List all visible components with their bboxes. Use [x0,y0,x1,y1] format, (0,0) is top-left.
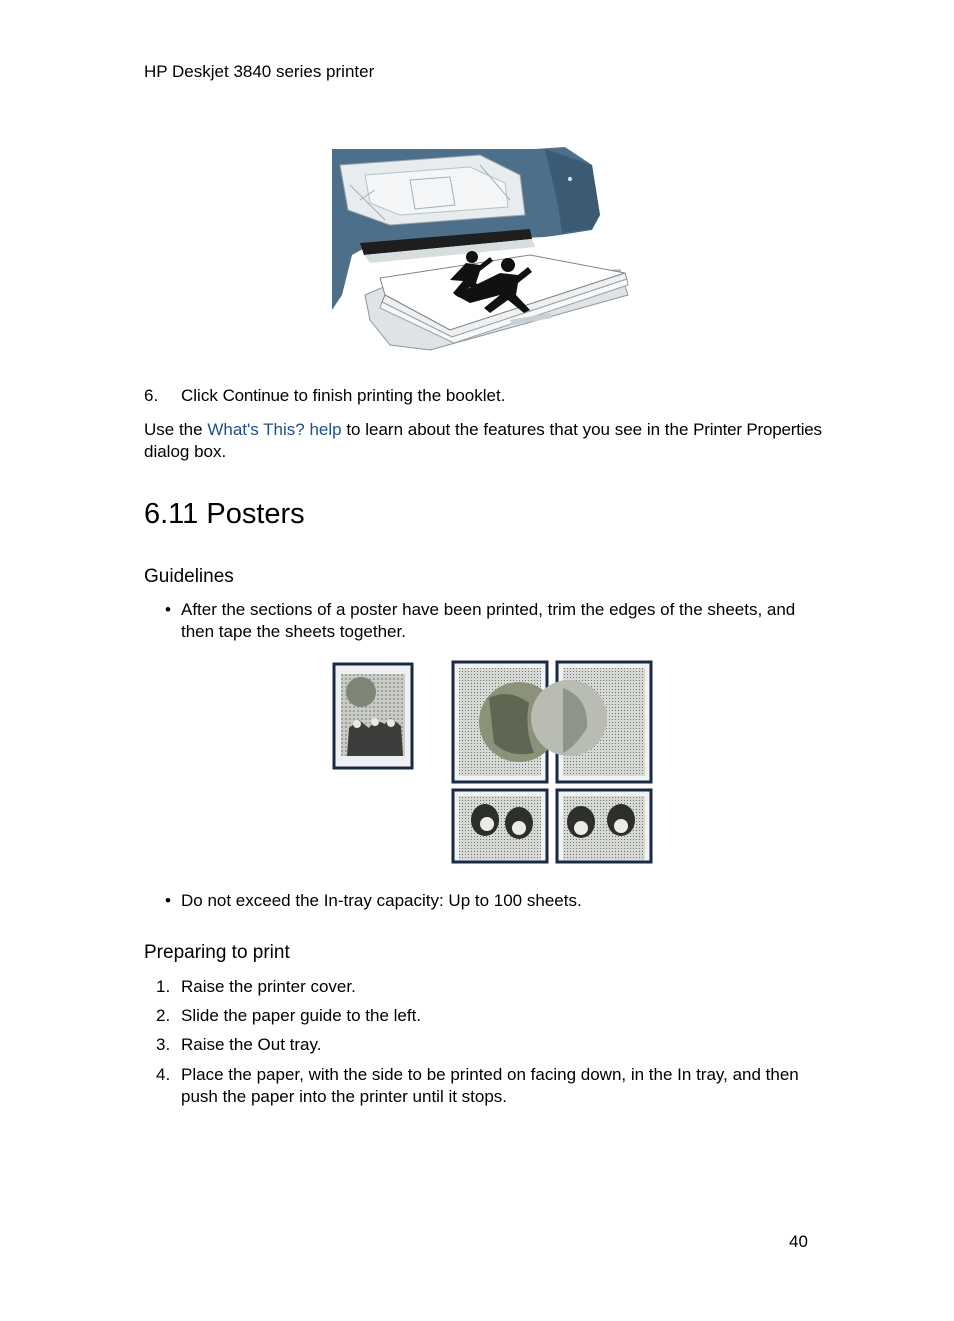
guidelines-heading: Guidelines [144,566,234,587]
bullet-text: Do not exceed the In-tray capacity: Up to 100 sheets. [181,891,582,910]
step-number: 4. [156,1065,171,1084]
continue-term: Continue [222,386,290,405]
printer-properties-term: Printer Properties [693,420,822,439]
step-text: Raise the printer cover. [181,977,356,996]
bullet-marker: • [165,891,171,910]
step-number: 1. [156,977,171,996]
printer-illustration [330,145,630,359]
bullet-marker: • [165,600,171,619]
bullet-text: After the sections of a poster have been printed, trim the edges of the sheets, and then tape the sheets together. [181,600,796,641]
help-middle: to learn about the features that you see in the [341,420,694,439]
section-title: 6.11 Posters [144,498,305,530]
whats-this-help-link[interactable]: What's This? help [207,420,342,439]
step-text: Slide the paper guide to the left. [181,1006,422,1025]
step-suffix: to finish printing the booklet. [289,386,506,405]
help-prefix: Use the [144,420,208,439]
help-paragraph [144,419,824,463]
page-number: 40 [789,1232,808,1251]
step-number: 6. [144,386,159,405]
running-header: HP Deskjet 3840 series printer [144,62,375,81]
poster-illustration [329,658,659,864]
step-number: 2. [156,1006,171,1025]
step-number: 3. [156,1035,171,1054]
step-text: Place the paper, with the side to be printed on facing down, in the In tray, and then push the paper into the printer until it stops. [181,1065,799,1106]
step-text: Raise the Out tray. [181,1035,322,1054]
step-6 [144,386,505,406]
step-prefix: Click [181,386,223,405]
preparing-heading: Preparing to print [144,942,290,963]
help-suffix: dialog box. [144,442,227,461]
